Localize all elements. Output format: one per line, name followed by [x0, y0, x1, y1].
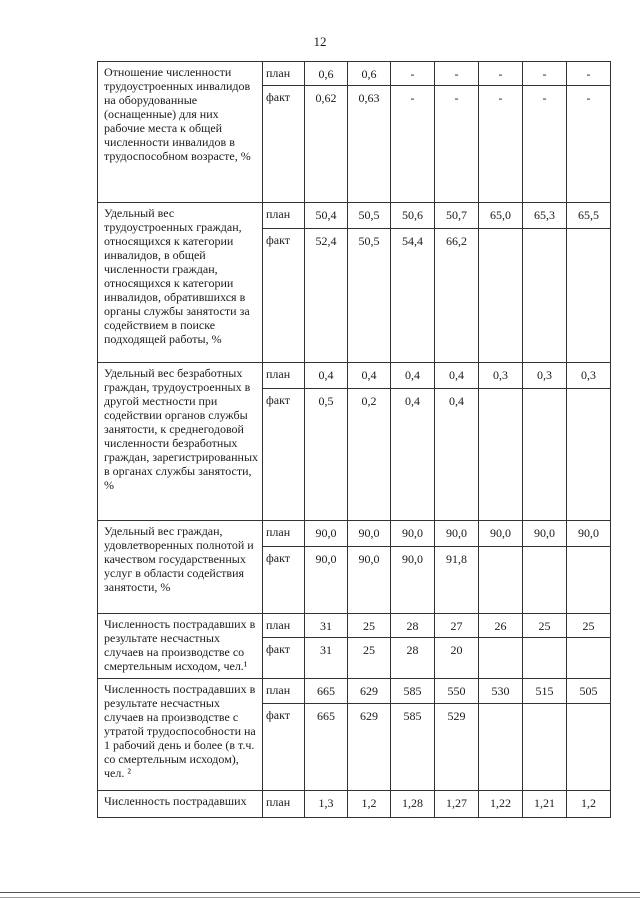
fact-value [479, 704, 523, 791]
fact-value [523, 638, 567, 679]
plan-value: 515 [523, 679, 567, 704]
table-row-plan [98, 62, 611, 86]
fact-value: 20 [435, 638, 479, 679]
table-row-plan [98, 791, 611, 818]
fact-value: 585 [391, 704, 435, 791]
plan-value: 50,6 [391, 203, 435, 229]
plan-label: план [263, 363, 305, 389]
fact-value [523, 704, 567, 791]
plan-value: 585 [391, 679, 435, 704]
fact-value: 0,4 [435, 389, 479, 521]
plan-value: 0,6 [305, 62, 348, 86]
plan-value: 505 [567, 679, 611, 704]
fact-value: 90,0 [391, 547, 435, 614]
plan-value: - [435, 62, 479, 86]
fact-label: факт [263, 638, 305, 679]
plan-value: 28 [391, 614, 435, 638]
fact-value [567, 229, 611, 363]
plan-value: 90,0 [391, 521, 435, 547]
fact-value [523, 229, 567, 363]
fact-label: факт [263, 704, 305, 791]
plan-value: 665 [305, 679, 348, 704]
plan-value: 0,4 [435, 363, 479, 389]
plan-label: план [263, 521, 305, 547]
fact-value: 529 [435, 704, 479, 791]
plan-value: 31 [305, 614, 348, 638]
plan-value: 50,7 [435, 203, 479, 229]
indicator-name: Численность пострадавших в результате несчастных случаев на производстве со смертельным исходом, чел.¹ [98, 614, 263, 679]
fact-value [523, 389, 567, 521]
fact-label: факт [263, 86, 305, 203]
plan-value: 1,3 [305, 791, 348, 818]
plan-value: 65,0 [479, 203, 523, 229]
plan-value: - [391, 62, 435, 86]
plan-value: - [523, 62, 567, 86]
plan-value: 550 [435, 679, 479, 704]
fact-value: 91,8 [435, 547, 479, 614]
indicator-name: Отношение численности трудоустроенных инвалидов на оборудованные (оснащенные) для них рабочие места к общей численности инвалидов в трудоспособном возрасте, % [98, 62, 263, 203]
fact-value [567, 389, 611, 521]
indicators-table-body [98, 62, 611, 818]
fact-value [567, 638, 611, 679]
plan-value: 530 [479, 679, 523, 704]
plan-value: 0,3 [479, 363, 523, 389]
fact-label: факт [263, 389, 305, 521]
fact-value: - [523, 86, 567, 203]
fact-value: - [435, 86, 479, 203]
plan-value: 26 [479, 614, 523, 638]
plan-value: 0,4 [391, 363, 435, 389]
plan-value: 1,27 [435, 791, 479, 818]
fact-value: 50,5 [348, 229, 391, 363]
page-number: 12 [313, 34, 327, 49]
fact-value: 90,0 [305, 547, 348, 614]
fact-value: 90,0 [348, 547, 391, 614]
fact-value: 28 [391, 638, 435, 679]
plan-label: план [263, 791, 305, 818]
table-row-plan [98, 679, 611, 704]
plan-value: 0,3 [523, 363, 567, 389]
fact-label: факт [263, 229, 305, 363]
fact-value [479, 389, 523, 521]
fact-value: 665 [305, 704, 348, 791]
fact-value: 0,5 [305, 389, 348, 521]
plan-value: 1,2 [567, 791, 611, 818]
plan-value: 27 [435, 614, 479, 638]
fact-value: - [391, 86, 435, 203]
fact-value: - [567, 86, 611, 203]
plan-value: 25 [348, 614, 391, 638]
plan-value: 50,5 [348, 203, 391, 229]
table-row-plan [98, 521, 611, 547]
plan-value: 90,0 [479, 521, 523, 547]
plan-value: 1,21 [523, 791, 567, 818]
plan-value: 65,5 [567, 203, 611, 229]
indicator-name: Удельный вес безработных граждан, трудоустроенных в другой местности при содействии органов службы занятости, к среднегодовой численности безработных граждан, зарегистрированных в органах службы занятости, % [98, 363, 263, 521]
plan-value: 0,6 [348, 62, 391, 86]
indicator-name: Численность пострадавших в результате несчастных случаев на производстве с утратой трудоспособности на 1 рабочий день и более (в т.ч. со смертельным исходом), чел. ² [98, 679, 263, 791]
plan-value: 90,0 [435, 521, 479, 547]
fact-value: 54,4 [391, 229, 435, 363]
indicators-table [97, 61, 611, 818]
plan-value: 50,4 [305, 203, 348, 229]
plan-label: план [263, 203, 305, 229]
plan-value: 1,2 [348, 791, 391, 818]
plan-label: план [263, 614, 305, 638]
plan-value: 25 [523, 614, 567, 638]
fact-value: 629 [348, 704, 391, 791]
fact-label: факт [263, 547, 305, 614]
table-row-plan [98, 203, 611, 229]
fact-value: 66,2 [435, 229, 479, 363]
plan-label: план [263, 679, 305, 704]
plan-value: 25 [567, 614, 611, 638]
plan-value: 90,0 [567, 521, 611, 547]
indicator-name: Численность пострадавших [98, 791, 263, 818]
plan-value: 0,4 [348, 363, 391, 389]
plan-value: 65,3 [523, 203, 567, 229]
plan-value: - [567, 62, 611, 86]
fact-value [479, 229, 523, 363]
fact-value: 31 [305, 638, 348, 679]
fact-value: 0,62 [305, 86, 348, 203]
plan-value: 90,0 [523, 521, 567, 547]
bottom-rule [0, 892, 640, 893]
plan-value: 629 [348, 679, 391, 704]
fact-value [523, 547, 567, 614]
indicator-name: Удельный вес трудоустроенных граждан, относящихся к категории инвалидов, в общей численности граждан, относящихся к категории инвалидов, обратившихся в органы службы занятости за содействием в поиске подходящей работы, % [98, 203, 263, 363]
plan-value: 1,28 [391, 791, 435, 818]
plan-value: 1,22 [479, 791, 523, 818]
fact-value: - [479, 86, 523, 203]
bottom-rule-shadow [0, 897, 640, 898]
plan-value: 0,3 [567, 363, 611, 389]
plan-value: - [479, 62, 523, 86]
fact-value: 0,4 [391, 389, 435, 521]
plan-value: 90,0 [348, 521, 391, 547]
fact-value [479, 547, 523, 614]
plan-value: 90,0 [305, 521, 348, 547]
indicator-name: Удельный вес граждан, удовлетворенных полнотой и качеством государственных услуг в области содействия занятости, % [98, 521, 263, 614]
fact-value: 0,2 [348, 389, 391, 521]
fact-value [567, 704, 611, 791]
table-row-plan [98, 363, 611, 389]
fact-value: 52,4 [305, 229, 348, 363]
fact-value: 25 [348, 638, 391, 679]
fact-value [567, 547, 611, 614]
fact-value [479, 638, 523, 679]
table-row-plan [98, 614, 611, 638]
fact-value: 0,63 [348, 86, 391, 203]
plan-label: план [263, 62, 305, 86]
plan-value: 0,4 [305, 363, 348, 389]
